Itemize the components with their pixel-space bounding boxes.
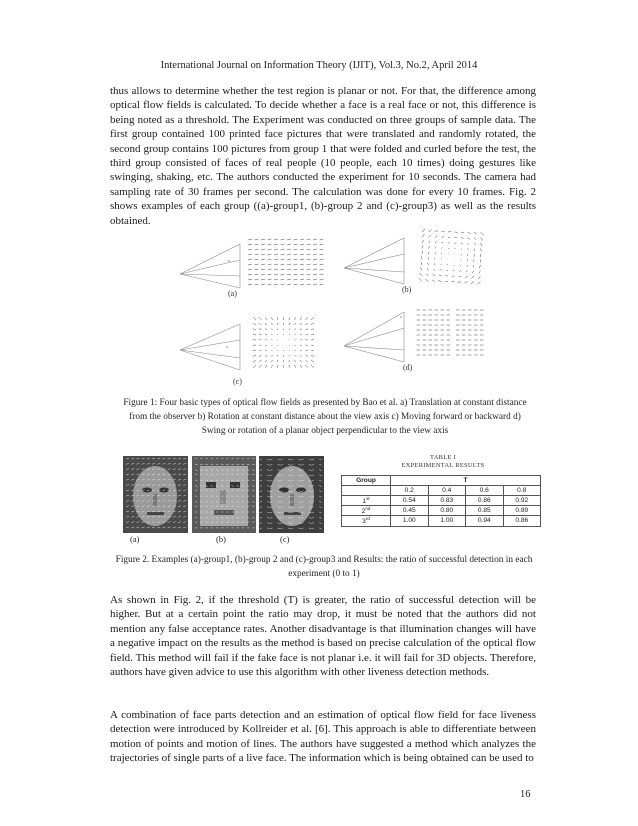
threshold-value: 0.4 xyxy=(428,486,466,496)
figure2-label-a: (a) xyxy=(130,534,140,544)
table-title-line2: EXPERIMENTAL RESULTS xyxy=(401,462,485,469)
result-value: 0.94 xyxy=(466,516,504,526)
group-ordinal: rd xyxy=(365,516,370,522)
group-cell xyxy=(342,496,391,506)
header-group: Group xyxy=(342,476,391,486)
result-value: 0.92 xyxy=(503,496,541,506)
figure1-panel-d xyxy=(342,306,492,364)
figure1-label-a: (a) xyxy=(228,289,237,298)
group-ordinal: nd xyxy=(365,506,371,512)
result-value: 0.45 xyxy=(391,506,429,516)
svg-text:x: x xyxy=(228,258,230,263)
group-number: 1 xyxy=(362,498,367,506)
group-ordinal: st xyxy=(366,496,370,501)
journal-header: International Journal on Information Theory (IJIT), Vol.3, No.2, April 2014 xyxy=(160,60,478,71)
page-number: 16 xyxy=(520,789,531,800)
threshold-value: 0.6 xyxy=(466,486,504,496)
figure1-panel-a xyxy=(178,236,328,292)
header-threshold: T xyxy=(391,476,541,486)
svg-text:x: x xyxy=(226,344,228,349)
table-cell xyxy=(342,486,391,496)
svg-text:x: x xyxy=(400,314,402,319)
results-table xyxy=(341,475,541,527)
result-value: 0.85 xyxy=(466,506,504,516)
table-header-row xyxy=(342,476,541,486)
result-value: 0.54 xyxy=(391,496,429,506)
table-row xyxy=(342,496,541,506)
face-image-group1 xyxy=(123,456,188,533)
group-number: 2 xyxy=(361,508,366,516)
group-cell xyxy=(342,516,391,526)
result-value: 0.89 xyxy=(503,506,541,516)
body-paragraph: As shown in Fig. 2, if the threshold (T) is greater, the ratio of successful detection will be higher. But at a certain point the ratio may drop, it must be noted that the authors did not mention any false acceptance rates. Another disadvantage is that illumination changes will have a negative impact on the results as the method is based on precise calculation of the optical flow field. This method will fail if the fake face is not planar i.e. it will fail for 3D objects. Therefore, authors have given advice to use this algorithm with other liveness detection methods. xyxy=(110,594,536,679)
figure2-label-b: (b) xyxy=(216,534,226,544)
body-paragraph: A combination of face parts detection and an estimation of optical flow field for face liveness detection were introduced by Kollreider et al. [6]. This approach is able to differentiate between motion of points and motion of lines. The authors have suggested a method which analyzes the trajectories of single parts of a live face. The information which is being obtained can be used to xyxy=(110,709,536,765)
table-threshold-row xyxy=(342,486,541,496)
face-image-group3 xyxy=(259,456,324,533)
result-value: 0.83 xyxy=(428,496,466,506)
group-cell xyxy=(342,506,391,516)
figure1-panel-c xyxy=(178,316,328,374)
figure2-caption: Figure 2. Examples (a)-group1, (b)-group 2 and (c)-group3 and Results: the ratio of successful detection in each experiment (0 to 1) xyxy=(115,555,533,579)
result-value: 1.00 xyxy=(428,516,466,526)
figure1-label-b: (b) xyxy=(402,285,412,294)
threshold-value: 0.8 xyxy=(503,486,541,496)
figure1-label-d: (d) xyxy=(403,363,413,372)
face-image-group2 xyxy=(192,456,256,533)
result-value: 0.80 xyxy=(428,506,466,516)
result-value: 0.86 xyxy=(466,496,504,506)
result-value: 0.86 xyxy=(503,516,541,526)
table-title-line1: TABLE I xyxy=(430,454,456,461)
figure1-panel-b xyxy=(342,228,492,288)
result-value: 1.00 xyxy=(391,516,429,526)
body-paragraph: thus allows to determine whether the test region is planar or not. For that, the difference among optical flow fields is calculated. To decide whether a face is a real face or not, this difference is being noted as a threshold. The Experiment was conducted on three groups of sample data. The first group contained 100 printed face pictures that were translated and randomly rotated, the second group contains 100 pictures from group 1 that were folded and curled before the test, the third group consisted of faces of real people (10 people, each 10 times) doing gestures like swinging, shaking, etc. The authors conducted the experiment for 10 seconds. The camera had sampling rate of 30 frames per second. The calculation was done for every 10 frames. Fig. 2 shows examples of each group ((a)-group1, (b)-group 2 and (c)-group3) as well as the results obtained. xyxy=(110,85,536,227)
table-title xyxy=(388,454,498,470)
figure1-caption: Figure 1: Four basic types of optical flow fields as presented by Bao et al. a) Translation at constant distance from the observer b) Rotation at constant distance about the view axis c) Moving forward or backward d) Swing or rotation of a planar object perpendicular to the view axis xyxy=(123,398,527,436)
figure1-label-c: (c) xyxy=(233,377,242,386)
figure2-label-c: (c) xyxy=(280,534,290,544)
table-row xyxy=(342,506,541,516)
threshold-value: 0.2 xyxy=(391,486,429,496)
table-row xyxy=(342,516,541,526)
group-number: 3 xyxy=(362,518,366,526)
